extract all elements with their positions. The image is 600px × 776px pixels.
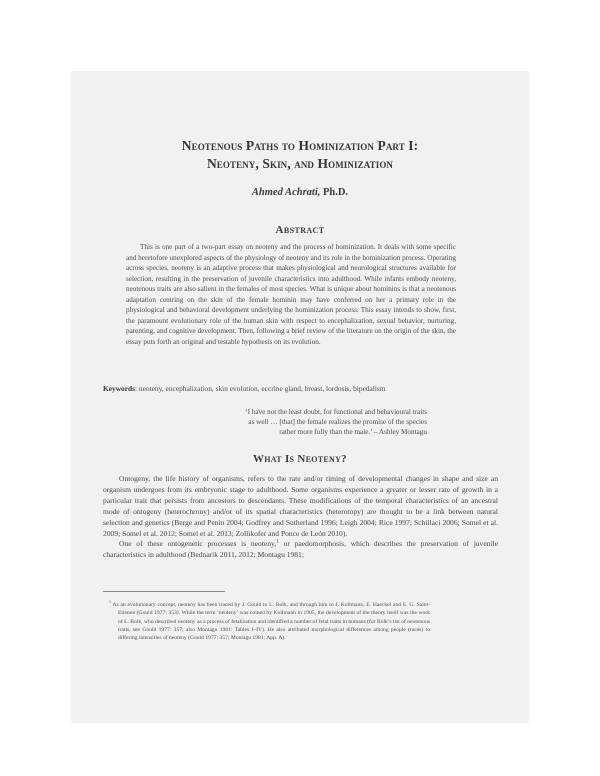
footnote-text: As an evolutionary concept, neoteny has been traced by J. Gould to L. Bolk, and through him to J. Kollmann, E. Haeckel and E. G. Saint-Etienne (Gould 1977: 353). While the term ‘neoteny’ was coined by Kollmann in 1905, the development of the theory itself was the work of L. Bolk, who described neoteny as a process of fetalization and identified a number of fetal traits in humans (for Bolk’s list of neotenous traits, see Gould 1977: 357; also Montagu 1981: Tables I–IV). He also attributed morphological differences among people (races) to differing intensities of neoteny (Gould 1977: 357; Montagu 1981: App. A). — [110, 602, 430, 642]
keywords-label: Keywords — [103, 384, 136, 393]
author-name: Ahmed Achrati, — [251, 187, 321, 198]
paragraph-2-end: or paedomorphosis, which describes the preservation of juvenile characteristics in adulthood (Bednarik 2011, 2012; Montagu 1981; — [103, 539, 499, 560]
footnote-ref[interactable]: 1 — [276, 538, 279, 545]
document-page — [71, 71, 529, 723]
abstract-body: This is one part of a two-part essay on neoteny and the process of hominization. It deals with some specific and heretofore unexplored aspects of the physiology of neoteny and its role in the hominization process. Operating across species, neoteny is an adaptive process that makes physiological and neurological structures available for selection, resulting in the preservation of juvenile characteristics into adulthood. While infants embody neoteny, neotenous traits are also salient in the females of most species. What is unique about hominins is that a neotenous adaptation centring on the skin of the female hominin may have conferred on her a primary role in the physiological and behavioral development underlying the hominization process. This essay intends to show, first, the paramount evolutionary role of the human skin with respect to encephalization, sexual behavior, nurturing, parenting, and cognitive development. Then, following a brief review of the literature on the origin of the skin, the essay puts forth an original and testable hypothesis on its evolution. — [126, 243, 456, 346]
footnote-number: 1 — [109, 600, 111, 605]
footnote-divider — [103, 591, 225, 592]
epigraph — [207, 407, 427, 437]
abstract-heading: Abstract — [275, 224, 325, 236]
section-heading: What Is Neoteny? — [252, 453, 347, 465]
epigraph-line-1: ‘I have not the least doubt, for functional and behavioural traits — [245, 408, 427, 416]
footnote — [103, 601, 430, 642]
body-text — [103, 474, 498, 561]
keywords-values: : neoteny, encephalization, skin evolution, eccrine gland, breast, lordosis, bipedalism — [135, 384, 386, 393]
epigraph-line-2: as well … [that] the female realizes the promise of the species — [248, 418, 427, 426]
body-paragraph-1: Ontogeny, the life history of organisms, refers to the rate and/or timing of developmental changes in shape and size an organism undergoes from its embryonic stage to adulthood. Some organisms experience a greater or lesser rate of growth in a particular trait that persists from ancestors to descendants. These modifications of the temporal characteristics of an ancestral mode of ontogeny (heterochrony) and/or of its spatial characteristics (heterotopy) are thought to be a link between natural selection and genetics (Berge and Penin 2004; Godfrey and Sutherland 1996; Leigh 2004; Rice 1997; Schillaci 2006; Somel et al. 2009; Somel et al. 2012; Somel et al. 2013; Zollikofer and Ponce de León 2010). — [103, 474, 498, 538]
author-degree: Ph.D. — [320, 187, 349, 198]
title-line-2: Neoteny, Skin, and Hominization — [206, 156, 394, 171]
paragraph-2-start: One of these ontogenetic processes is neoteny, — [119, 539, 277, 549]
author-byline — [71, 187, 529, 198]
epigraph-line-3: rather more fully than the male.’ – Ashley Montagu — [279, 428, 427, 436]
keywords — [103, 384, 513, 395]
title-line-1: Neotenous Paths to Hominization Part I: — [181, 138, 419, 153]
body-paragraph-2 — [103, 539, 498, 561]
